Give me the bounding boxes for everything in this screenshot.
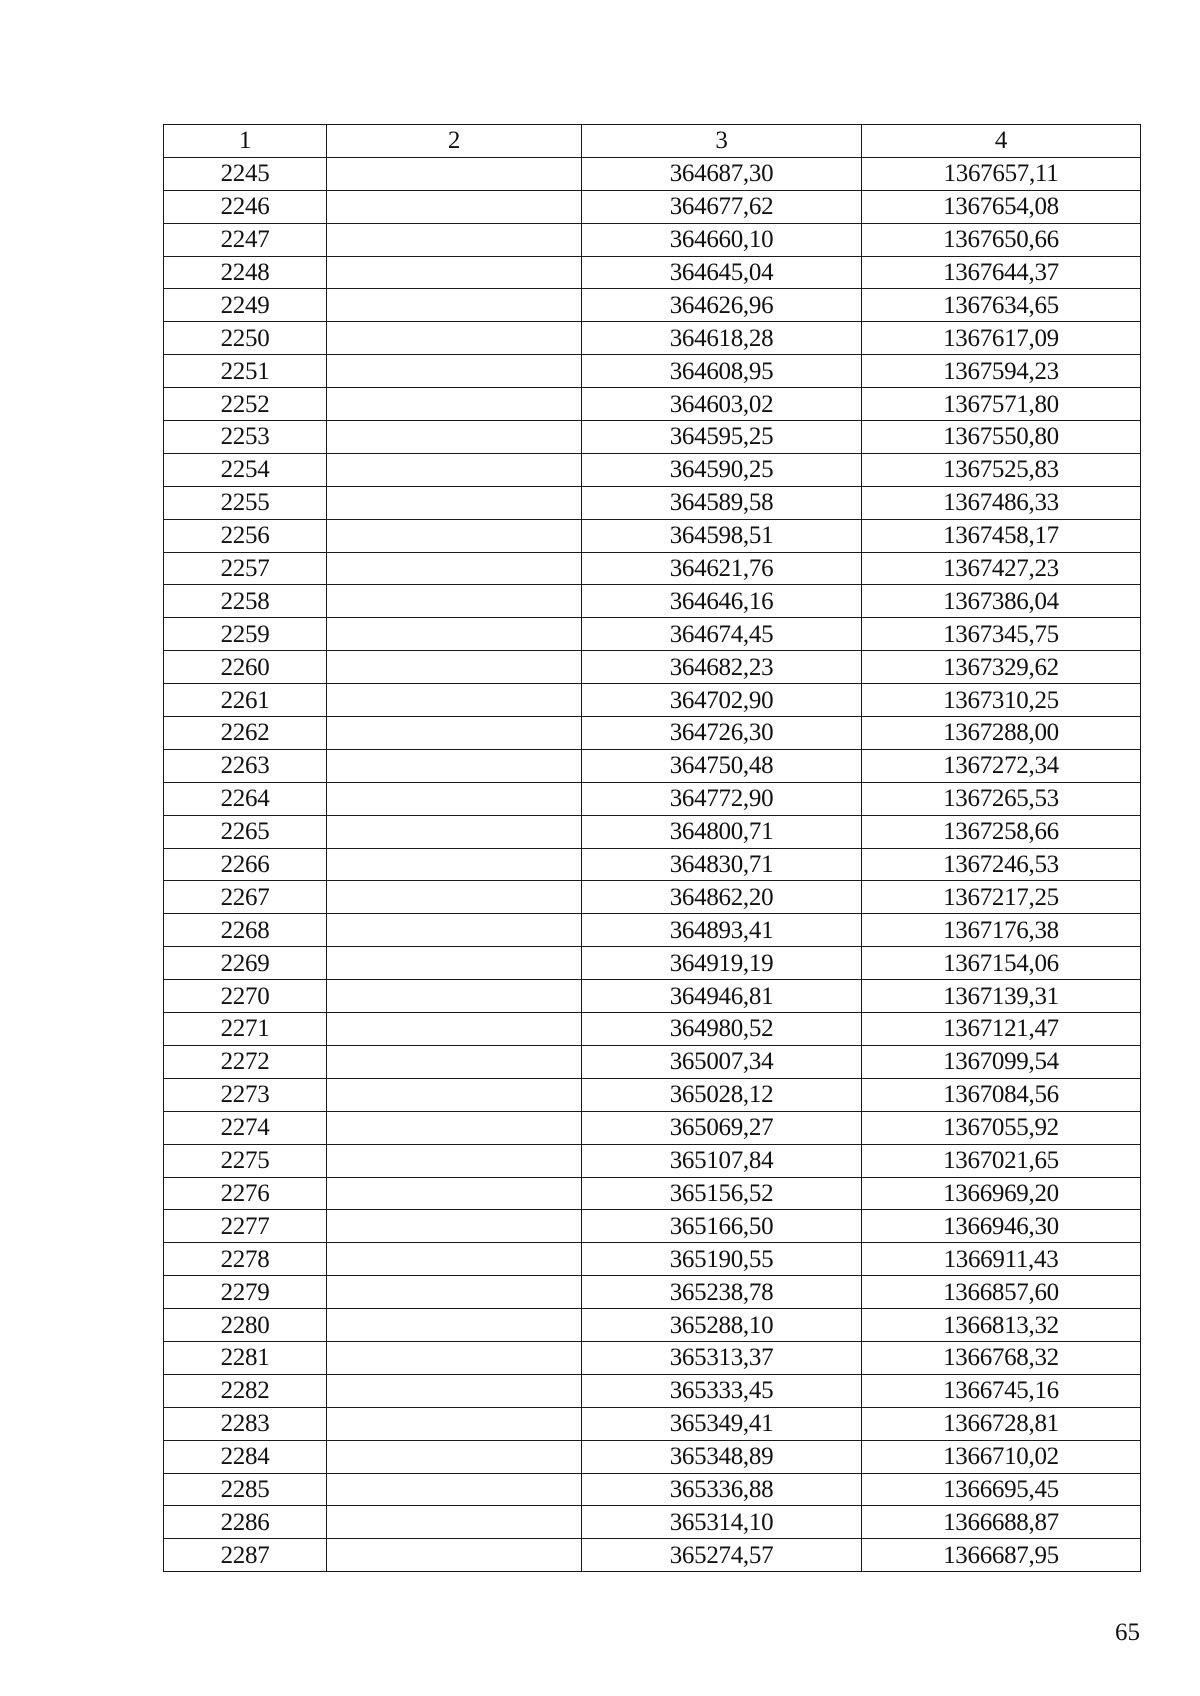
x-coordinate-cell: 364674,45	[582, 618, 862, 651]
point-number-cell: 2280	[164, 1309, 327, 1342]
empty-cell	[327, 256, 582, 289]
point-number-cell: 2273	[164, 1078, 327, 1111]
point-number-cell: 2279	[164, 1276, 327, 1309]
empty-cell	[327, 1078, 582, 1111]
point-number-cell: 2259	[164, 618, 327, 651]
x-coordinate-cell: 365348,89	[582, 1440, 862, 1473]
table-row	[164, 256, 1141, 289]
empty-cell	[327, 1045, 582, 1078]
point-number-cell: 2247	[164, 223, 327, 256]
x-coordinate-cell: 364618,28	[582, 322, 862, 355]
x-coordinate-cell: 365313,37	[582, 1341, 862, 1374]
empty-cell	[327, 388, 582, 421]
table-row	[164, 1506, 1141, 1539]
point-number-cell: 2285	[164, 1473, 327, 1506]
x-coordinate-cell: 364590,25	[582, 453, 862, 486]
empty-cell	[327, 453, 582, 486]
point-number-cell: 2284	[164, 1440, 327, 1473]
point-number-cell: 2245	[164, 157, 327, 190]
x-coordinate-cell: 365007,34	[582, 1045, 862, 1078]
y-coordinate-cell: 1367345,75	[862, 618, 1141, 651]
x-coordinate-cell: 364919,19	[582, 947, 862, 980]
empty-cell	[327, 881, 582, 914]
empty-cell	[327, 1506, 582, 1539]
point-number-cell: 2282	[164, 1374, 327, 1407]
x-coordinate-cell: 364702,90	[582, 684, 862, 717]
x-coordinate-cell: 364750,48	[582, 749, 862, 782]
y-coordinate-cell: 1367258,66	[862, 815, 1141, 848]
table-row	[164, 1045, 1141, 1078]
y-coordinate-cell: 1367550,80	[862, 421, 1141, 454]
point-number-cell: 2254	[164, 453, 327, 486]
table-row	[164, 947, 1141, 980]
point-number-cell: 2270	[164, 980, 327, 1013]
empty-cell	[327, 1440, 582, 1473]
x-coordinate-cell: 364626,96	[582, 289, 862, 322]
table-row	[164, 1144, 1141, 1177]
point-number-cell: 2257	[164, 552, 327, 585]
empty-cell	[327, 1144, 582, 1177]
table-row	[164, 1374, 1141, 1407]
x-coordinate-cell: 365333,45	[582, 1374, 862, 1407]
y-coordinate-cell: 1367310,25	[862, 684, 1141, 717]
point-number-cell: 2249	[164, 289, 327, 322]
y-coordinate-cell: 1366687,95	[862, 1539, 1141, 1572]
header-col-2: 2	[327, 125, 582, 158]
y-coordinate-cell: 1367099,54	[862, 1045, 1141, 1078]
header-col-4: 4	[862, 125, 1141, 158]
empty-cell	[327, 1473, 582, 1506]
table-row	[164, 815, 1141, 848]
point-number-cell: 2255	[164, 486, 327, 519]
empty-cell	[327, 190, 582, 223]
table-row	[164, 1013, 1141, 1046]
empty-cell	[327, 223, 582, 256]
empty-cell	[327, 157, 582, 190]
x-coordinate-cell: 364980,52	[582, 1013, 862, 1046]
x-coordinate-cell: 365274,57	[582, 1539, 862, 1572]
point-number-cell: 2281	[164, 1341, 327, 1374]
y-coordinate-cell: 1367288,00	[862, 717, 1141, 750]
table-row	[164, 1539, 1141, 1572]
point-number-cell: 2283	[164, 1407, 327, 1440]
x-coordinate-cell: 364830,71	[582, 848, 862, 881]
table-row	[164, 486, 1141, 519]
table-row	[164, 1111, 1141, 1144]
table-row	[164, 651, 1141, 684]
empty-cell	[327, 1111, 582, 1144]
empty-cell	[327, 717, 582, 750]
x-coordinate-cell: 364687,30	[582, 157, 862, 190]
y-coordinate-cell: 1366695,45	[862, 1473, 1141, 1506]
empty-cell	[327, 1539, 582, 1572]
empty-cell	[327, 1341, 582, 1374]
empty-cell	[327, 289, 582, 322]
y-coordinate-cell: 1366946,30	[862, 1210, 1141, 1243]
table-row	[164, 190, 1141, 223]
empty-cell	[327, 421, 582, 454]
x-coordinate-cell: 364660,10	[582, 223, 862, 256]
empty-cell	[327, 618, 582, 651]
point-number-cell: 2277	[164, 1210, 327, 1243]
point-number-cell: 2287	[164, 1539, 327, 1572]
table-row	[164, 519, 1141, 552]
point-number-cell: 2268	[164, 914, 327, 947]
point-number-cell: 2272	[164, 1045, 327, 1078]
x-coordinate-cell: 365336,88	[582, 1473, 862, 1506]
empty-cell	[327, 1177, 582, 1210]
point-number-cell: 2248	[164, 256, 327, 289]
point-number-cell: 2271	[164, 1013, 327, 1046]
x-coordinate-cell: 364677,62	[582, 190, 862, 223]
y-coordinate-cell: 1367272,34	[862, 749, 1141, 782]
table-row	[164, 618, 1141, 651]
y-coordinate-cell: 1367644,37	[862, 256, 1141, 289]
y-coordinate-cell: 1367525,83	[862, 453, 1141, 486]
x-coordinate-cell: 364608,95	[582, 355, 862, 388]
y-coordinate-cell: 1366813,32	[862, 1309, 1141, 1342]
y-coordinate-cell: 1366911,43	[862, 1243, 1141, 1276]
y-coordinate-cell: 1367021,65	[862, 1144, 1141, 1177]
table-header-row	[164, 125, 1141, 158]
x-coordinate-cell: 364646,16	[582, 585, 862, 618]
table-row	[164, 388, 1141, 421]
x-coordinate-cell: 364595,25	[582, 421, 862, 454]
empty-cell	[327, 980, 582, 1013]
y-coordinate-cell: 1366710,02	[862, 1440, 1141, 1473]
table-row	[164, 1440, 1141, 1473]
y-coordinate-cell: 1367650,66	[862, 223, 1141, 256]
x-coordinate-cell: 364800,71	[582, 815, 862, 848]
table-row	[164, 421, 1141, 454]
y-coordinate-cell: 1366857,60	[862, 1276, 1141, 1309]
point-number-cell: 2262	[164, 717, 327, 750]
x-coordinate-cell: 365069,27	[582, 1111, 862, 1144]
y-coordinate-cell: 1367427,23	[862, 552, 1141, 585]
table-body	[164, 157, 1141, 1571]
y-coordinate-cell: 1367634,65	[862, 289, 1141, 322]
empty-cell	[327, 848, 582, 881]
table-row	[164, 453, 1141, 486]
y-coordinate-cell: 1367217,25	[862, 881, 1141, 914]
empty-cell	[327, 815, 582, 848]
x-coordinate-cell: 364603,02	[582, 388, 862, 421]
x-coordinate-cell: 364772,90	[582, 782, 862, 815]
empty-cell	[327, 585, 582, 618]
point-number-cell: 2267	[164, 881, 327, 914]
table-row	[164, 322, 1141, 355]
table-row	[164, 552, 1141, 585]
empty-cell	[327, 1374, 582, 1407]
x-coordinate-cell: 365314,10	[582, 1506, 862, 1539]
empty-cell	[327, 355, 582, 388]
point-number-cell: 2252	[164, 388, 327, 421]
table-row	[164, 585, 1141, 618]
x-coordinate-cell: 364862,20	[582, 881, 862, 914]
x-coordinate-cell: 364682,23	[582, 651, 862, 684]
table-row	[164, 782, 1141, 815]
empty-cell	[327, 1276, 582, 1309]
point-number-cell: 2275	[164, 1144, 327, 1177]
empty-cell	[327, 486, 582, 519]
table-row	[164, 1473, 1141, 1506]
empty-cell	[327, 651, 582, 684]
table-row	[164, 1309, 1141, 1342]
point-number-cell: 2251	[164, 355, 327, 388]
y-coordinate-cell: 1367486,33	[862, 486, 1141, 519]
empty-cell	[327, 322, 582, 355]
empty-cell	[327, 1407, 582, 1440]
y-coordinate-cell: 1367657,11	[862, 157, 1141, 190]
table-row	[164, 1177, 1141, 1210]
empty-cell	[327, 914, 582, 947]
y-coordinate-cell: 1367386,04	[862, 585, 1141, 618]
y-coordinate-cell: 1366969,20	[862, 1177, 1141, 1210]
table-row	[164, 1276, 1141, 1309]
y-coordinate-cell: 1367121,47	[862, 1013, 1141, 1046]
table-row	[164, 1243, 1141, 1276]
point-number-cell: 2263	[164, 749, 327, 782]
header-col-1: 1	[164, 125, 327, 158]
table-row	[164, 980, 1141, 1013]
x-coordinate-cell: 365166,50	[582, 1210, 862, 1243]
empty-cell	[327, 1210, 582, 1243]
header-col-3: 3	[582, 125, 862, 158]
y-coordinate-cell: 1367154,06	[862, 947, 1141, 980]
y-coordinate-cell: 1367176,38	[862, 914, 1141, 947]
empty-cell	[327, 519, 582, 552]
table-row	[164, 749, 1141, 782]
point-number-cell: 2265	[164, 815, 327, 848]
x-coordinate-cell: 365190,55	[582, 1243, 862, 1276]
y-coordinate-cell: 1367654,08	[862, 190, 1141, 223]
point-number-cell: 2258	[164, 585, 327, 618]
x-coordinate-cell: 364726,30	[582, 717, 862, 750]
table-row	[164, 1407, 1141, 1440]
empty-cell	[327, 1013, 582, 1046]
table-row	[164, 881, 1141, 914]
empty-cell	[327, 1243, 582, 1276]
table-row	[164, 914, 1141, 947]
empty-cell	[327, 552, 582, 585]
table-row	[164, 223, 1141, 256]
y-coordinate-cell: 1366768,32	[862, 1341, 1141, 1374]
table-row	[164, 289, 1141, 322]
x-coordinate-cell: 364598,51	[582, 519, 862, 552]
table-row	[164, 157, 1141, 190]
y-coordinate-cell: 1367617,09	[862, 322, 1141, 355]
table-row	[164, 355, 1141, 388]
table-row	[164, 1210, 1141, 1243]
y-coordinate-cell: 1367055,92	[862, 1111, 1141, 1144]
y-coordinate-cell: 1366728,81	[862, 1407, 1141, 1440]
x-coordinate-cell: 365288,10	[582, 1309, 862, 1342]
x-coordinate-cell: 364589,58	[582, 486, 862, 519]
x-coordinate-cell: 365238,78	[582, 1276, 862, 1309]
point-number-cell: 2269	[164, 947, 327, 980]
x-coordinate-cell: 365028,12	[582, 1078, 862, 1111]
table-row	[164, 717, 1141, 750]
y-coordinate-cell: 1366688,87	[862, 1506, 1141, 1539]
page-number: 65	[1115, 1619, 1140, 1646]
point-number-cell: 2246	[164, 190, 327, 223]
x-coordinate-cell: 365156,52	[582, 1177, 862, 1210]
y-coordinate-cell: 1367139,31	[862, 980, 1141, 1013]
y-coordinate-cell: 1366745,16	[862, 1374, 1141, 1407]
point-number-cell: 2274	[164, 1111, 327, 1144]
empty-cell	[327, 947, 582, 980]
table-row	[164, 848, 1141, 881]
point-number-cell: 2256	[164, 519, 327, 552]
x-coordinate-cell: 364946,81	[582, 980, 862, 1013]
y-coordinate-cell: 1367594,23	[862, 355, 1141, 388]
empty-cell	[327, 1309, 582, 1342]
point-number-cell: 2250	[164, 322, 327, 355]
point-number-cell: 2286	[164, 1506, 327, 1539]
empty-cell	[327, 684, 582, 717]
point-number-cell: 2264	[164, 782, 327, 815]
empty-cell	[327, 782, 582, 815]
table-row	[164, 1078, 1141, 1111]
point-number-cell: 2261	[164, 684, 327, 717]
point-number-cell: 2260	[164, 651, 327, 684]
point-number-cell: 2278	[164, 1243, 327, 1276]
table-row	[164, 1341, 1141, 1374]
y-coordinate-cell: 1367265,53	[862, 782, 1141, 815]
x-coordinate-cell: 364645,04	[582, 256, 862, 289]
y-coordinate-cell: 1367571,80	[862, 388, 1141, 421]
y-coordinate-cell: 1367246,53	[862, 848, 1141, 881]
x-coordinate-cell: 365107,84	[582, 1144, 862, 1177]
x-coordinate-cell: 364893,41	[582, 914, 862, 947]
x-coordinate-cell: 365349,41	[582, 1407, 862, 1440]
x-coordinate-cell: 364621,76	[582, 552, 862, 585]
coordinates-table	[163, 124, 1141, 1572]
point-number-cell: 2266	[164, 848, 327, 881]
point-number-cell: 2276	[164, 1177, 327, 1210]
point-number-cell: 2253	[164, 421, 327, 454]
y-coordinate-cell: 1367084,56	[862, 1078, 1141, 1111]
table-row	[164, 684, 1141, 717]
empty-cell	[327, 749, 582, 782]
y-coordinate-cell: 1367329,62	[862, 651, 1141, 684]
y-coordinate-cell: 1367458,17	[862, 519, 1141, 552]
